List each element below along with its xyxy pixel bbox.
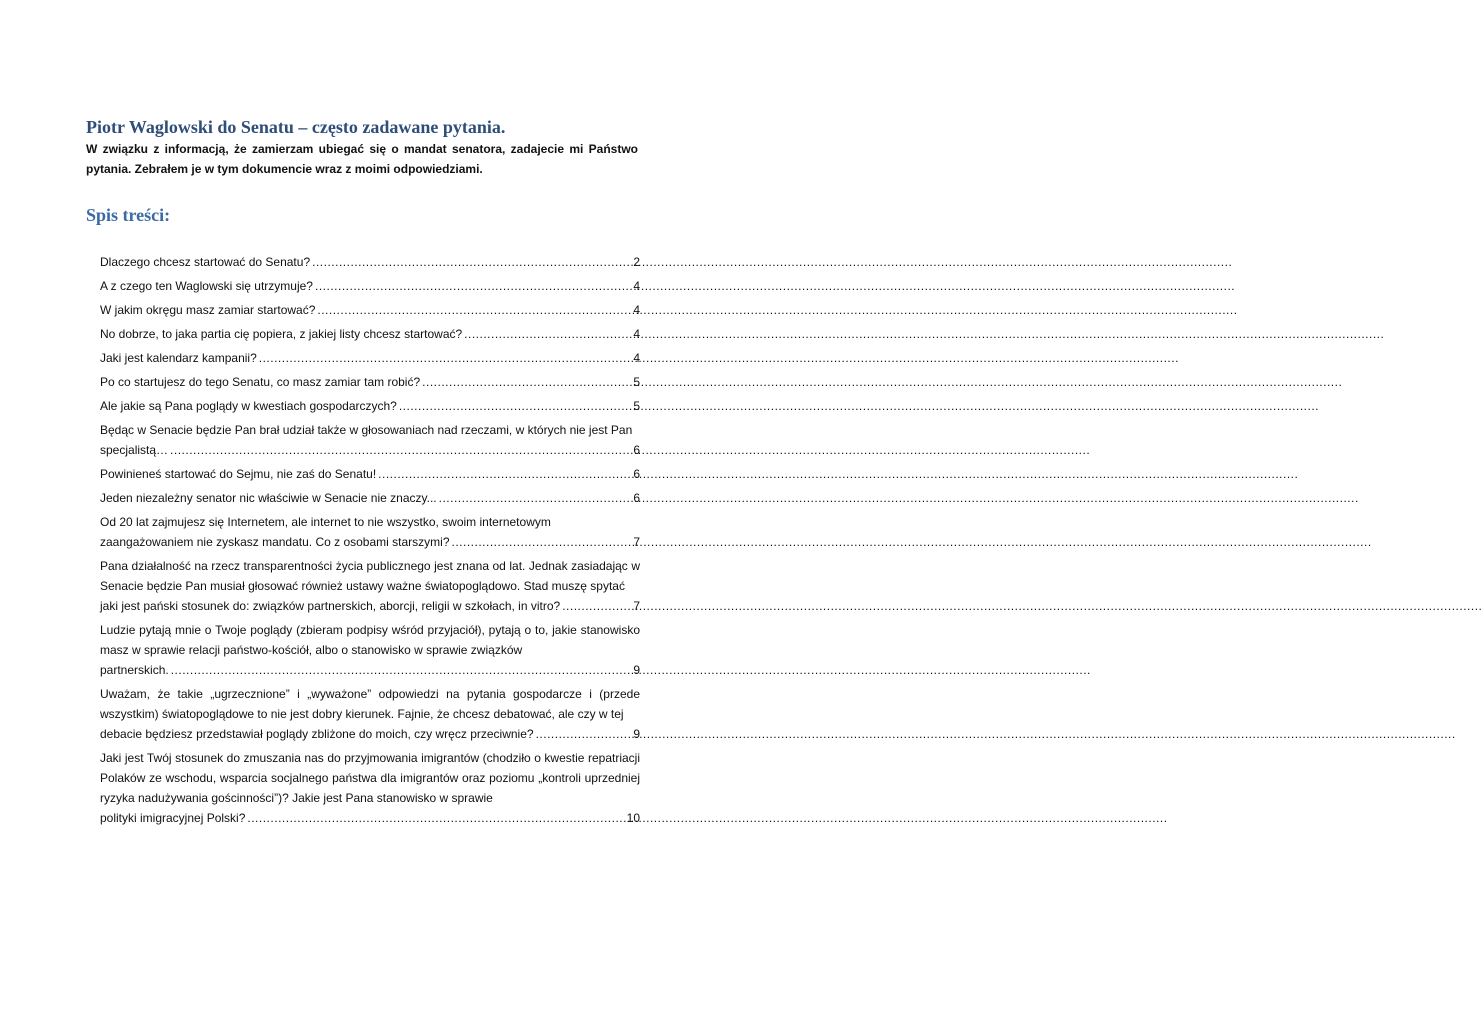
toc-page-number: 6 (633, 443, 640, 457)
toc-entry-10[interactable] (100, 488, 640, 508)
toc-entry-lead-text: Uważam, że takie „ugrzecznione” i „wyważone” odpowiedzi na pytania gospodarcze i (przede wszystkim) światopoglądowe to nie jest dobry kierunek. Fajnie, że chcesz debatować, ale czy w tej (100, 687, 640, 721)
toc-page-number: 9 (633, 727, 640, 741)
toc-dot-leader (315, 276, 629, 296)
toc-entry-title: Dlaczego chcesz startować do Senatu? (100, 255, 311, 269)
toc-dot-leader (378, 464, 629, 484)
toc-entry-2[interactable] (100, 276, 640, 296)
toc-entry-title: Jeden niezależny senator nic właściwie w Senacie nie znaczy... (100, 491, 437, 505)
toc-entry-title: zaangażowaniem nie zyskasz mandatu. Co z osobami starszymi? (100, 535, 450, 549)
toc-page-number: 7 (633, 535, 640, 549)
toc-dot-leader (259, 348, 630, 368)
toc-entry-title: Powinieneś startować do Sejmu, nie zaś do Senatu! (100, 467, 377, 481)
toc-entry-title: jaki jest pański stosunek do: związków partnerskich, aborcji, religii w szkołach, in vitro? (100, 599, 561, 613)
toc-entry-6[interactable] (100, 372, 640, 392)
toc-dot-leader (439, 488, 630, 508)
toc-dot-leader (562, 596, 629, 616)
toc-dot-leader (422, 372, 629, 392)
toc-entry-5[interactable] (100, 348, 640, 368)
intro-paragraph: W związku z informacją, że zamierzam ubiegać się o mandat senatora, zadajecie mi Państwo pytania. Zebrałem je w tym dokumencie wraz z moimi odpowiedziami. (86, 142, 638, 176)
toc-entry-lead-text: Ludzie pytają mnie o Twoje poglądy (zbieram podpisy wśród przyjaciół), pytają o to, jakie stanowisko masz w sprawie relacji państwo-kościół, albo o stanowisko w sprawie związków (100, 623, 640, 657)
toc-page-number: 9 (633, 663, 640, 677)
toc-entry-4[interactable] (100, 324, 640, 344)
toc-dot-leader (170, 440, 629, 460)
toc-entry-11[interactable] (100, 512, 640, 552)
toc-dot-leader (452, 532, 630, 552)
toc-entry-title: specjalistą… (100, 443, 169, 457)
toc-page-number: 7 (633, 599, 640, 613)
toc-entry-15[interactable] (100, 748, 640, 828)
toc-entry-title: A z czego ten Waglowski się utrzymuje? (100, 279, 313, 293)
toc-entry-title: Ale jakie są Pana poglądy w kwestiach gospodarczych? (100, 399, 397, 413)
toc-entry-title: Po co startujesz do tego Senatu, co masz zamiar tam robić? (100, 375, 421, 389)
toc-page-number: 6 (633, 491, 640, 505)
toc-heading: Spis treści: (86, 205, 171, 225)
toc-entry-1[interactable] (100, 252, 640, 272)
toc-entry-title: W jakim okręgu masz zamiar startować? (100, 303, 316, 317)
toc-page-number: 5 (633, 399, 640, 413)
toc-entry-12[interactable] (100, 556, 640, 616)
toc-entry-title: polityki imigracyjnej Polski? (100, 811, 246, 825)
toc-entry-lead-text: Od 20 lat zajmujesz się Internetem, ale internet to nie wszystko, swoim internetowym (100, 515, 551, 529)
document-page (0, 0, 725, 1024)
toc-page-number: 10 (626, 811, 640, 825)
toc-page-number: 6 (633, 467, 640, 481)
toc-entry-8[interactable] (100, 420, 640, 460)
toc-entry-14[interactable] (100, 684, 640, 744)
toc-page-number: 4 (633, 351, 640, 365)
toc-entry-title: No dobrze, to jaka partia cię popiera, z jakiej listy chcesz startować? (100, 327, 463, 341)
toc-entry-lead-text: Jaki jest Twój stosunek do zmuszania nas do przyjmowania imigrantów (chodziło o kwestie repatriacji Polaków ze wschodu, wsparcia socjalnego państwa dla imigrantów oraz poziomu „kontroli uprzedniej ryzyka nadużywania gościnności”)? Jakie jest Pana stanowisko w sprawie (100, 751, 640, 805)
toc-entry-title: debacie będziesz przedstawiał poglądy zbliżone do moich, czy wręcz przeciwnie? (100, 727, 534, 741)
toc-page-number: 4 (633, 279, 640, 293)
toc-entry-13[interactable] (100, 620, 640, 680)
toc-dot-leader (171, 660, 630, 680)
table-of-contents (100, 252, 640, 832)
toc-entry-title: Jaki jest kalendarz kampanii? (100, 351, 257, 365)
toc-page-number: 4 (633, 303, 640, 317)
toc-dot-leader (464, 324, 629, 344)
toc-dot-leader (317, 300, 629, 320)
toc-dot-leader (247, 808, 622, 828)
toc-dot-leader (399, 396, 629, 416)
toc-entry-lead-text: Pana działalność na rzecz transparentności życia publicznego jest znana od lat. Jednak zasiadając w Senacie będzie Pan musiał głosować również ustawy ważne światopoglądowo. Stad muszę spytać (100, 559, 640, 593)
toc-page-number: 5 (633, 375, 640, 389)
toc-entry-9[interactable] (100, 464, 640, 484)
toc-dot-leader (312, 252, 629, 272)
toc-entry-3[interactable] (100, 300, 640, 320)
toc-page-number: 2 (633, 255, 640, 269)
toc-entry-7[interactable] (100, 396, 640, 416)
toc-page-number: 4 (633, 327, 640, 341)
toc-entry-lead-text: Będąc w Senacie będzie Pan brał udział także w głosowaniach nad rzeczami, w których nie jest Pan (100, 423, 633, 437)
toc-dot-leader (536, 724, 630, 744)
toc-entry-title: partnerskich. (100, 663, 169, 677)
document-title: Piotr Waglowski do Senatu – często zadawane pytania. (86, 117, 506, 137)
